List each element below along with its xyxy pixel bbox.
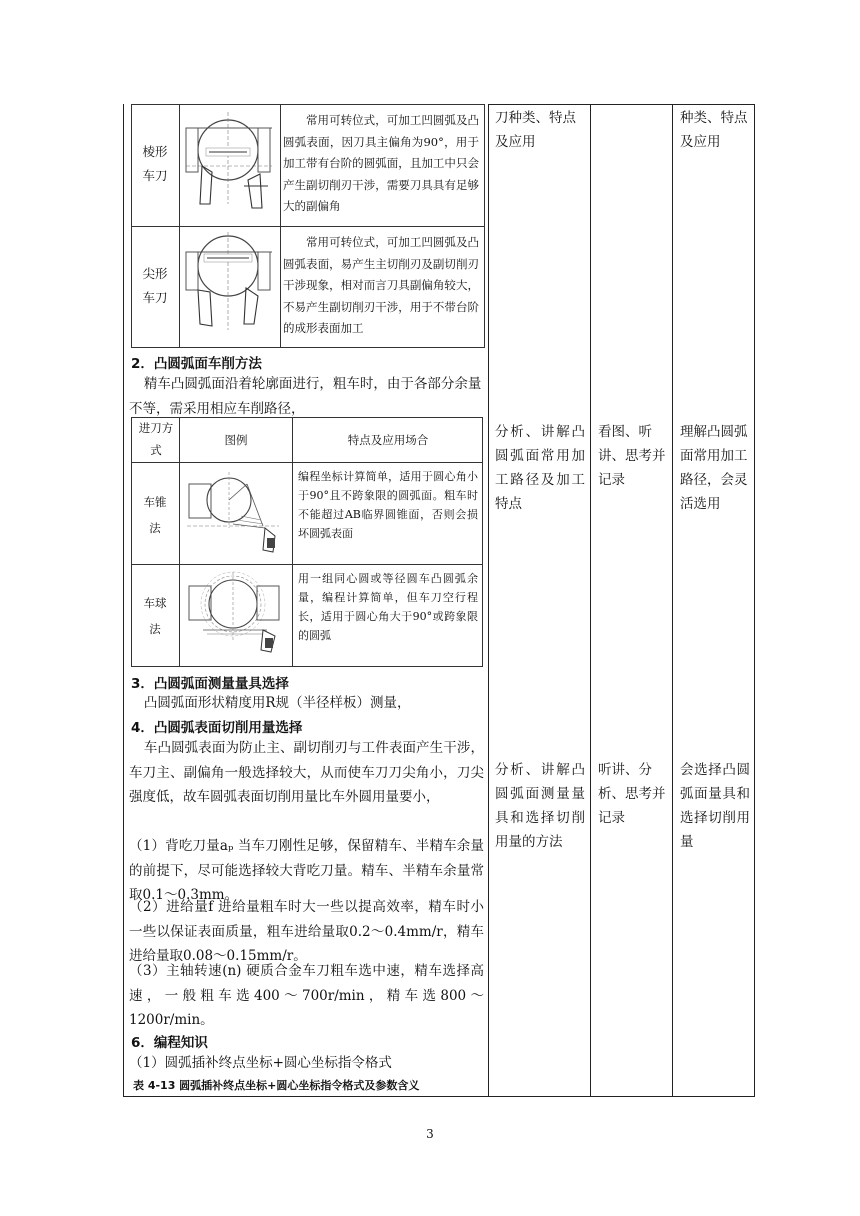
- method-desc-ball: 用一组同心圆或等径圆车凸圆弧余量，编程计算简单，但车刀空行程长，适用于圆心角大于90°或跨象限的圆弧: [298, 572, 478, 642]
- col3-block2: 看图、听讲、思考并记录: [598, 424, 666, 488]
- pointed-tool-figure: [182, 230, 278, 344]
- method-label-ball: 车球 法: [143, 596, 167, 636]
- col2-block2: 分析、讲解凸圆弧面常用加工路径及加工特点: [495, 424, 585, 512]
- col2-block3: 分析、讲解凸圆弧面测量量具和选择切削用量的方法: [495, 762, 585, 850]
- col4-block2: 理解凸圆弧面常用加工路径，会灵活选用: [680, 424, 748, 512]
- table-caption: 表 4-13 圆弧插补终点坐标+圆心坐标指令格式及参数含义: [133, 1079, 420, 1092]
- tool-desc-pointed: 常用可转位式，可加工凹圆弧及凸圆弧表面，易产生主切削刃及副切削刃干涉现象，相对而言刀具副偏角较大，不易产生副切削刃干涉，用于不带台阶的成形表面加工: [283, 235, 479, 335]
- col4-block3: 会选择凸圆弧面量具和选择切削用量: [680, 762, 750, 850]
- section4-item1: （1）背吃刀量aₚ 当车刀刚性足够，保留精车、半精车余量的前提下，尽可能选择较大背吃刀量。精车、半精车余量常取0.1～0.3mm。: [129, 838, 484, 903]
- outer-right-border: [754, 104, 755, 1096]
- section6-heading: 6．编程知识: [131, 1035, 208, 1051]
- col1-border: [488, 104, 489, 1096]
- ball-method-figure: [183, 568, 289, 662]
- tool-label-pointed: 尖形 车刀: [142, 266, 168, 305]
- tool-desc-rhombic: 常用可转位式，可加工凹圆弧及凸圆弧表面，因刀具主偏角为90°，用于加工带有台阶的圆弧面，且加工中只会产生副切削刃干涉，需要刀具具有足够大的副偏角: [283, 113, 479, 213]
- page-number: 3: [426, 1127, 434, 1141]
- section4-paragraph: 车凸圆弧表面为防止主、副切削刃与工件表面产生干涉，车刀主、副偏角一般选择较大，从而使车刀刀尖角小，刀尖强度低，故车圆弧表面切削用量比车外圆用量要小，: [129, 740, 484, 805]
- section3-paragraph: 凸圆弧面形状精度用R规（半径样板）测量，: [143, 695, 411, 711]
- col3-block3: 听讲、分析、思考并记录: [598, 762, 666, 826]
- col2-block1: 刀种类、特点及应用: [495, 110, 576, 150]
- method-table-header-line: [131, 462, 483, 463]
- section4-item3: （3）主轴转速(n) 硬质合金车刀粗车选中速，精车选择高速，一般粗车选400～700r/min，精车选800～1200r/min。: [129, 963, 484, 1028]
- method-header-figure: 图例: [224, 433, 248, 447]
- outer-left-border: [123, 104, 124, 1096]
- method-desc-cone: 编程坐标计算简单，适用于圆心角小于90°且不跨象限的圆弧面。粗车时不能超过AB临界圆锥面，否则会损坏圆弧表面: [298, 470, 478, 540]
- cone-method-figure: [183, 466, 289, 560]
- section3-heading: 3．凸圆弧面测量量具选择: [131, 676, 289, 692]
- tool-table-row-divider: [131, 226, 485, 227]
- method-label-cone: 车锥 法: [143, 495, 167, 535]
- col2-border: [590, 104, 591, 1096]
- outer-top-border: [488, 104, 755, 105]
- method-header-feed: 进刀方式: [138, 421, 174, 457]
- section4-heading: 4．凸圆弧表面切削用量选择: [131, 720, 303, 736]
- outer-bottom-border: [123, 1096, 755, 1097]
- method-table-row-line: [131, 564, 483, 565]
- method-header-features: 特点及应用场合: [347, 433, 429, 447]
- section2-paragraph: 精车凸圆弧面沿着轮廓面进行，粗车时，由于各部分余量不等，需采用相应车削路径，: [129, 376, 482, 417]
- col3-border: [672, 104, 673, 1096]
- col4-block1: 种类、特点及应用: [680, 110, 748, 150]
- method-table-divider-2: [292, 417, 293, 667]
- section4-item2: （2）进给量f 进给量粗车时大一些以提高效率，精车时小一些以保证表面质量，粗车进给量取0.2～0.4mm/r，精车进给量取0.08～0.15mm/r。: [129, 899, 484, 964]
- method-table-divider-1: [179, 417, 180, 667]
- tool-label-rhombic: 棱形 车刀: [142, 144, 168, 183]
- section6-item1: （1）圆弧插补终点坐标+圆心坐标指令格式: [129, 1055, 392, 1071]
- section2-heading: 2．凸圆弧面车削方法: [131, 356, 262, 372]
- rhombic-tool-figure: [182, 108, 278, 222]
